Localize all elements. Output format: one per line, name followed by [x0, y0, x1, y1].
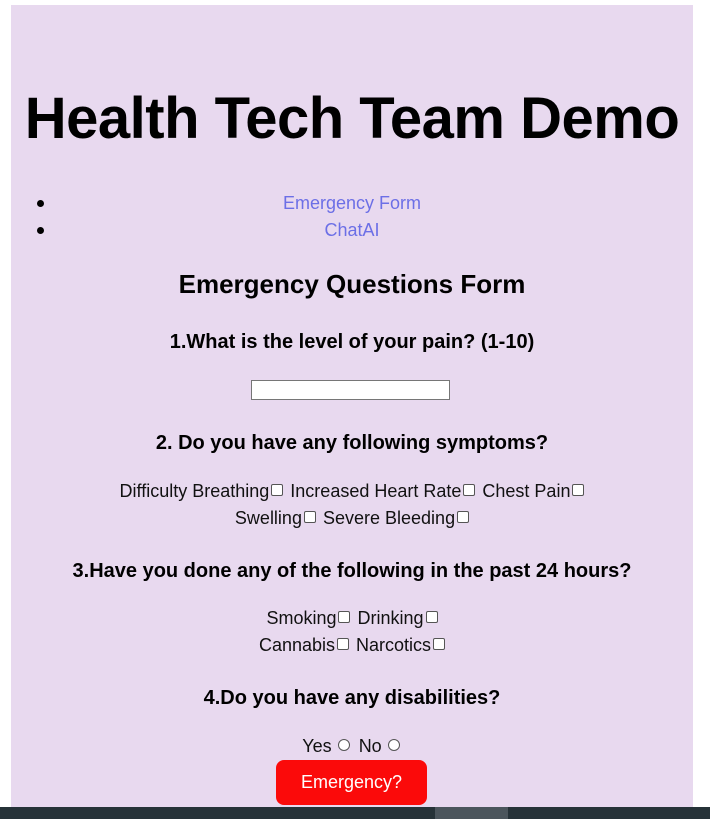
disabilities-row [11, 733, 693, 760]
app-panel [11, 5, 693, 807]
symptom-label: Increased Heart Rate [290, 481, 462, 501]
nav-link-emergency-form[interactable]: Emergency Form [282, 193, 422, 213]
symptom-label: Severe Bleeding [322, 508, 456, 528]
activity-option [259, 632, 349, 659]
taskbar [0, 807, 710, 819]
activity-label: Narcotics [356, 635, 432, 655]
symptom-option [290, 478, 475, 505]
form-title: Emergency Questions Form [178, 269, 526, 299]
cannabis-checkbox[interactable] [337, 638, 349, 650]
disability-option [359, 733, 402, 760]
activity-label: Drinking [357, 608, 424, 628]
question-disabilities: 4.Do you have any disabilities? [203, 687, 501, 709]
activity-option [356, 632, 445, 659]
nav-list [11, 190, 693, 244]
nav-item-chatai [11, 217, 693, 244]
narcotics-checkbox[interactable] [433, 638, 445, 650]
symptom-option [323, 505, 469, 532]
symptoms-row-1 [11, 478, 693, 505]
symptom-label: Chest Pain [482, 481, 571, 501]
question-pain-level: 1.What is the level of your pain? (1-10) [169, 331, 535, 353]
activity-option [266, 605, 350, 632]
question-past-24-hours: 3.Have you done any of the following in the past 24 hours? [72, 560, 632, 582]
symptom-option [235, 505, 316, 532]
question-symptoms: 2. Do you have any following symptoms? [155, 432, 549, 454]
app-title: Health Tech Team Demo [24, 86, 680, 151]
severe-bleeding-checkbox[interactable] [457, 511, 469, 523]
drinking-checkbox[interactable] [426, 611, 438, 623]
activity-label: Cannabis [258, 635, 336, 655]
activity-label: Smoking [266, 608, 337, 628]
disability-option [302, 733, 351, 760]
yes-radio[interactable] [338, 739, 350, 751]
disability-label: Yes [302, 736, 332, 756]
nav-item-emergency-form [11, 190, 693, 217]
bullet-icon [37, 200, 44, 207]
symptom-label: Difficulty Breathing [119, 481, 270, 501]
chest-pain-checkbox[interactable] [572, 484, 584, 496]
bullet-icon [37, 227, 44, 234]
symptom-label: Swelling [234, 508, 302, 528]
symptom-option [482, 478, 584, 505]
swelling-checkbox[interactable] [304, 511, 316, 523]
smoking-checkbox[interactable] [338, 611, 350, 623]
pain-level-input[interactable] [251, 380, 450, 400]
nav-link-chatai[interactable]: ChatAI [324, 220, 380, 240]
symptom-option [120, 478, 284, 505]
increased-heart-rate-checkbox[interactable] [463, 484, 475, 496]
emergency-button[interactable]: Emergency? [276, 760, 427, 805]
activity-option [358, 605, 438, 632]
no-radio[interactable] [388, 739, 400, 751]
taskbar-active-item[interactable] [435, 807, 508, 819]
symptoms-row-2 [11, 505, 693, 532]
disability-label: No [358, 736, 382, 756]
activities-row-1 [11, 605, 693, 632]
activities-row-2 [11, 632, 693, 659]
difficulty-breathing-checkbox[interactable] [271, 484, 283, 496]
